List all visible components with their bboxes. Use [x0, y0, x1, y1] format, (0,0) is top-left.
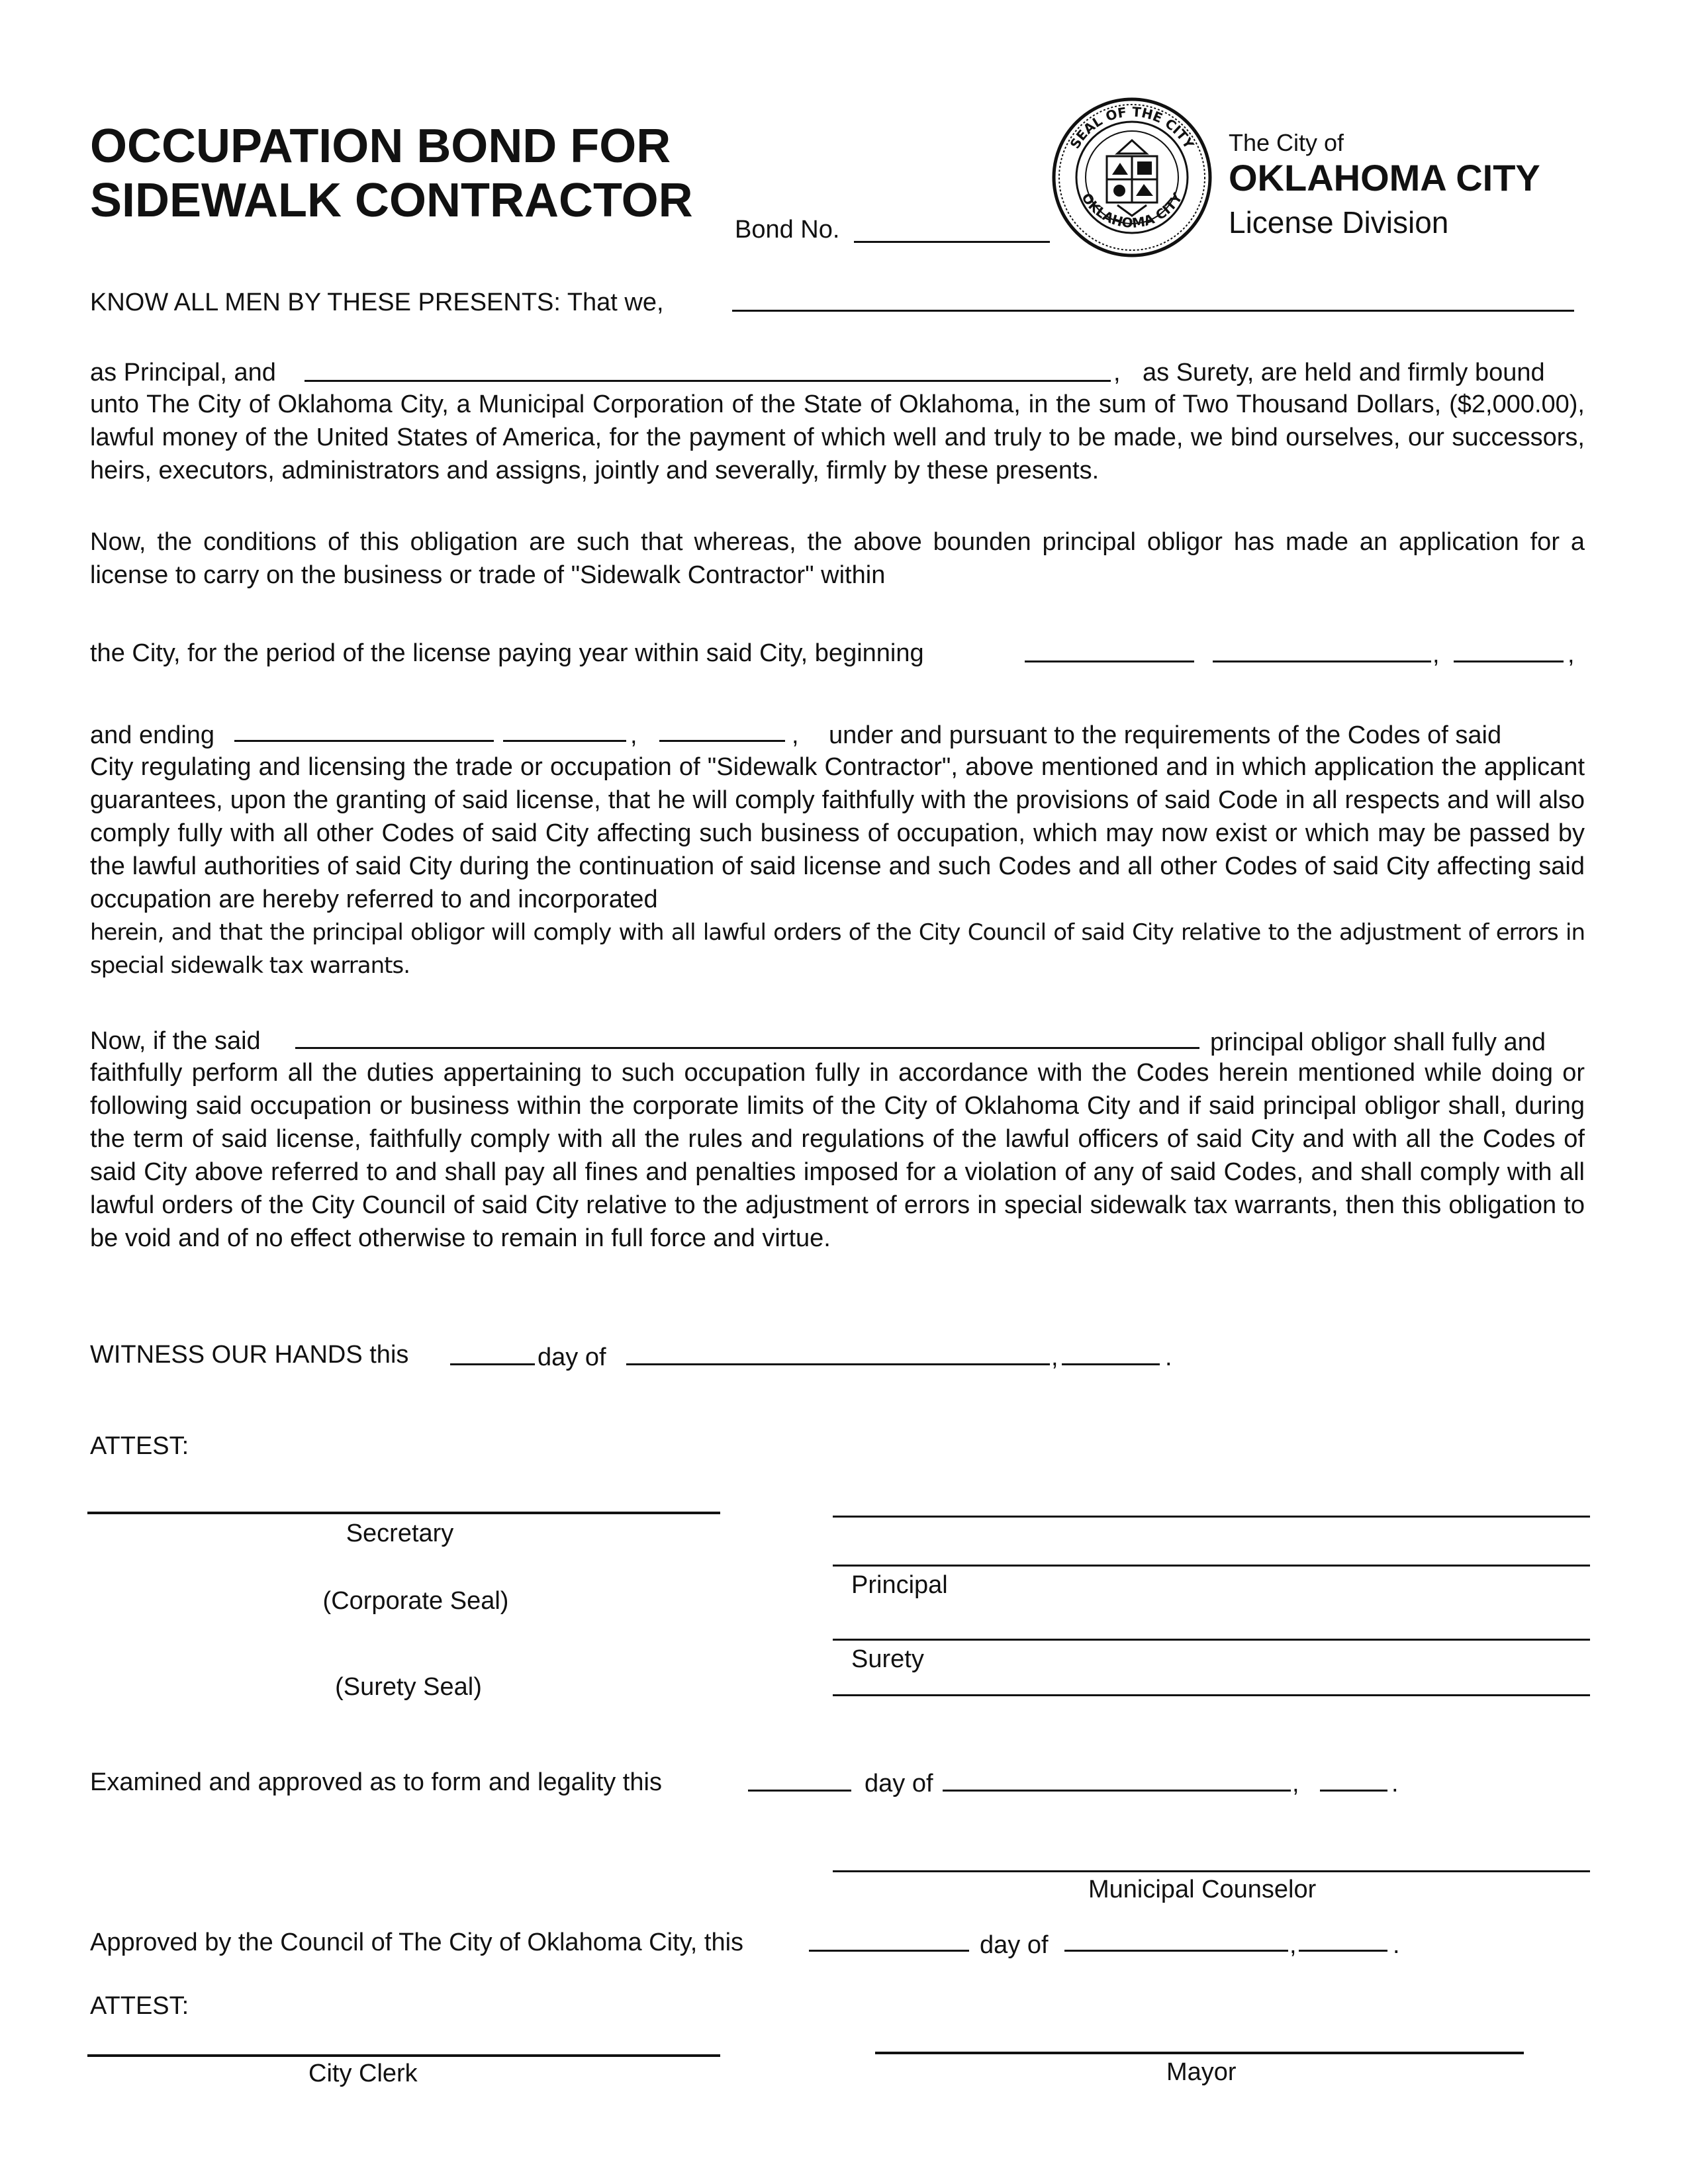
examined-month-field[interactable] [943, 1790, 1291, 1792]
attest-label-2: ATTEST: [90, 1992, 189, 2020]
begin-day-field[interactable] [1213, 660, 1431, 662]
end-end-comma: , [792, 721, 799, 749]
principal-label: Principal [851, 1571, 948, 1599]
witness-comma: , [1051, 1343, 1058, 1371]
approved-day-field[interactable] [809, 1950, 969, 1952]
paragraph-2-text: Now, the conditions of this obligation are such that whereas, the above bounden principal obligor has made an application for a license to carry on the business or trade of "Sidewalk Contractor" within [90, 528, 1585, 589]
witness-year-field[interactable] [1062, 1363, 1160, 1365]
witness-month-field[interactable] [626, 1363, 1050, 1365]
witness-day-field[interactable] [450, 1363, 535, 1365]
title-line-2: SIDEWALK CONTRACTOR [90, 174, 693, 227]
license-division: License Division [1229, 205, 1449, 240]
counselor-signature-line[interactable] [833, 1870, 1590, 1872]
surety-signature-line[interactable] [833, 1639, 1590, 1641]
witness-text: WITNESS OUR HANDS this [90, 1341, 409, 1369]
principal-name-field[interactable] [732, 310, 1574, 312]
approved-year-field[interactable] [1299, 1950, 1387, 1952]
paragraph-3 [90, 751, 1585, 982]
under-pursuant-text: under and pursuant to the requirements of the Codes of said [829, 721, 1502, 749]
title-line-1: OCCUPATION BOND FOR [90, 120, 671, 173]
mayor-label: Mayor [1166, 2058, 1237, 2086]
corporate-seal-label: (Corporate Seal) [322, 1587, 509, 1615]
paragraph-1-text: unto The City of Oklahoma City, a Municipal Corporation of the State of Oklahoma, in the sum of Two Thousand Dollars, ($2,000.00), lawful money of the United States of America, for the payment of which well and truly to be made, we bind ourselves, our successors, heirs, executors, administrators and assigns, jointly and severally, firmly by these presents. [90, 390, 1585, 484]
as-principal-text: as Principal, and [90, 359, 276, 387]
city-name: OKLAHOMA CITY [1229, 157, 1540, 199]
said-principal-field[interactable] [295, 1047, 1199, 1049]
paragraph-4-text: faithfully perform all the duties appertaining to such occupation fully in accordance with the Codes herein mentioned while doing or following said occupation or business within the corporate limits of the City of Oklahoma City and if said principal obligor shall, during the term of said license, faithfully comply with all the rules and regulations of the lawful officers of said City and with all the Codes of said City above referred to and shall pay all fines and penalties imposed for a violation of any of said Codes, and shall comply with all lawful orders of the City Council of said City relative to the adjustment of errors in special sidewalk tax warrants, then this obligation to be void and of no effect otherwise to remain in full force and virtue. [90, 1059, 1585, 1252]
approved-comma: , [1289, 1931, 1297, 1959]
secretary-signature-line[interactable] [87, 1512, 720, 1514]
city-of-label: The City of [1229, 129, 1344, 156]
approved-day-of: day of [980, 1931, 1049, 1959]
secretary-label: Secretary [346, 1520, 454, 1547]
form-title [90, 119, 693, 228]
witness-day-of: day of [538, 1343, 606, 1371]
examined-day-of: day of [865, 1770, 933, 1797]
approved-period: . [1393, 1931, 1400, 1959]
paragraph-3-text: City regulating and licensing the trade or occupation of "Sidewalk Contractor", above mentioned and in which application the applicant guarantees, upon the granting of said license, that he will comply faithfully with the provisions of said Code in all respects and will also comply fully with all other Codes of said City affecting such business of occupation, which may now exist or which may be passed by the lawful authorities of said City during the continuation of said license and such Codes and all other Codes of said City affecting said occupation are hereby referred to and incorporated [90, 753, 1585, 913]
begin-month-field[interactable] [1025, 660, 1194, 662]
know-all-text: KNOW ALL MEN BY THESE PRESENTS: That we, [90, 289, 664, 316]
surety-label: Surety [851, 1645, 924, 1673]
svg-text:OKLAHOMA CITY: OKLAHOMA CITY [1078, 190, 1186, 232]
approved-month-field[interactable] [1064, 1950, 1288, 1952]
period-text: the City, for the period of the license paying year within said City, beginning [90, 639, 924, 667]
mayor-signature-line[interactable] [875, 2052, 1524, 2054]
surety-seal-label: (Surety Seal) [335, 1673, 482, 1701]
svg-text:SEAL OF THE CITY: SEAL OF THE CITY [1066, 103, 1197, 152]
begin-year-field[interactable] [1454, 660, 1564, 662]
end-month-field[interactable] [234, 740, 494, 742]
paragraph-1 [90, 388, 1585, 487]
witness-period: . [1165, 1343, 1172, 1371]
begin-end-comma: , [1568, 641, 1575, 668]
now-if-text: Now, if the said [90, 1027, 261, 1055]
principal-shall-text: principal obligor shall fully and [1210, 1028, 1546, 1056]
as-surety-text: as Surety, are held and firmly bound [1143, 359, 1545, 387]
examined-comma: , [1292, 1770, 1299, 1797]
comma-after-surety: , [1113, 359, 1121, 387]
begin-comma: , [1432, 641, 1440, 668]
end-day-field[interactable] [503, 740, 626, 742]
bond-no-field[interactable] [854, 241, 1050, 243]
principal-signature-line-1[interactable] [833, 1516, 1590, 1518]
attest-label-1: ATTEST: [90, 1432, 189, 1460]
end-comma: , [630, 721, 637, 749]
examined-period: . [1391, 1770, 1399, 1797]
principal-signature-line-2[interactable] [833, 1565, 1590, 1567]
examined-day-field[interactable] [748, 1790, 851, 1792]
city-seal-icon [1051, 97, 1213, 258]
surety-signature-line-2[interactable] [833, 1694, 1590, 1696]
paragraph-3-condensed: herein, and that the principal obligor will comply with all lawful orders of the City Council of said City relative to the adjustment of errors in special sidewalk tax warrants. [90, 919, 1585, 979]
paragraph-2 [90, 525, 1585, 592]
examined-text: Examined and approved as to form and legality this [90, 1768, 662, 1796]
and-ending-text: and ending [90, 721, 215, 749]
end-year-field[interactable] [659, 740, 785, 742]
bond-no-label: Bond No. [735, 216, 840, 244]
municipal-counselor-label: Municipal Counselor [1088, 1876, 1317, 1903]
approved-council-text: Approved by the Council of The City of Oklahoma City, this [90, 1929, 744, 1956]
surety-name-field[interactable] [305, 380, 1111, 382]
city-clerk-label: City Clerk [308, 2060, 418, 2087]
examined-year-field[interactable] [1320, 1790, 1387, 1792]
paragraph-4 [90, 1056, 1585, 1255]
